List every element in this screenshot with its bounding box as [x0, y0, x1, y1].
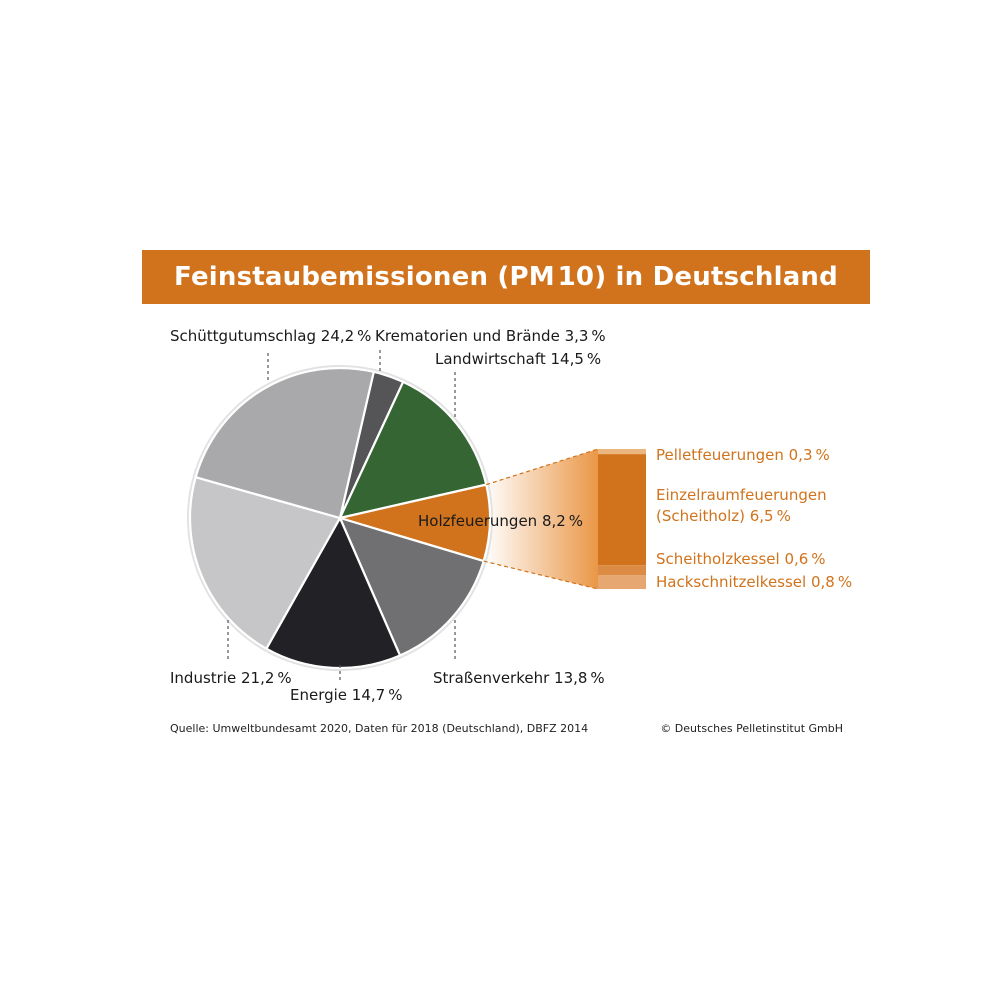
breakdown-label-einzelraumfeuerungen-scheitholz-line-2: (Scheitholz) 6,5 % — [656, 507, 791, 525]
breakdown-label-einzelraumfeuerungen-scheitholz-line-1: Einzelraumfeuerungen — [656, 486, 827, 504]
source-note: Quelle: Umweltbundesamt 2020, Daten für 2018 (Deutschland), DBFZ 2014 — [170, 722, 589, 735]
breakdown-label-pelletfeuerungen: Pelletfeuerungen 0,3 % — [656, 446, 830, 464]
breakdown-label-hackschnitzelkessel: Hackschnitzelkessel 0,8 % — [656, 573, 853, 591]
slice-label-energie: Energie 14,7 % — [290, 686, 403, 704]
slice-label-industrie: Industrie 21,2 % — [170, 669, 292, 687]
chart-title: Feinstaubemissionen (PM 10) in Deutschland — [174, 262, 838, 292]
slice-label-landwirtschaft: Landwirtschaft 14,5 % — [435, 350, 602, 368]
slice-label-sch-ttgutumschlag: Schüttgutumschlag 24,2 % — [170, 327, 372, 345]
breakdown-segment-hackschnitzelkessel — [598, 575, 646, 589]
copyright-note: © Deutsches Pelletinstitut GmbH — [660, 722, 843, 735]
breakdown-segment-einzelraumfeuerungen-scheitholz — [598, 454, 646, 565]
breakdown-segment-pelletfeuerungen — [598, 449, 646, 454]
breakdown-segment-scheitholzkessel — [598, 565, 646, 575]
slice-label-stra-enverkehr: Straßenverkehr 13,8 % — [433, 669, 605, 687]
slice-label-holzfeuerungen: Holzfeuerungen 8,2 % — [418, 512, 584, 530]
slice-label-krematorien-und-br-nde: Krematorien und Brände 3,3 % — [375, 327, 606, 345]
breakdown-label-scheitholzkessel: Scheitholzkessel 0,6 % — [656, 550, 826, 568]
